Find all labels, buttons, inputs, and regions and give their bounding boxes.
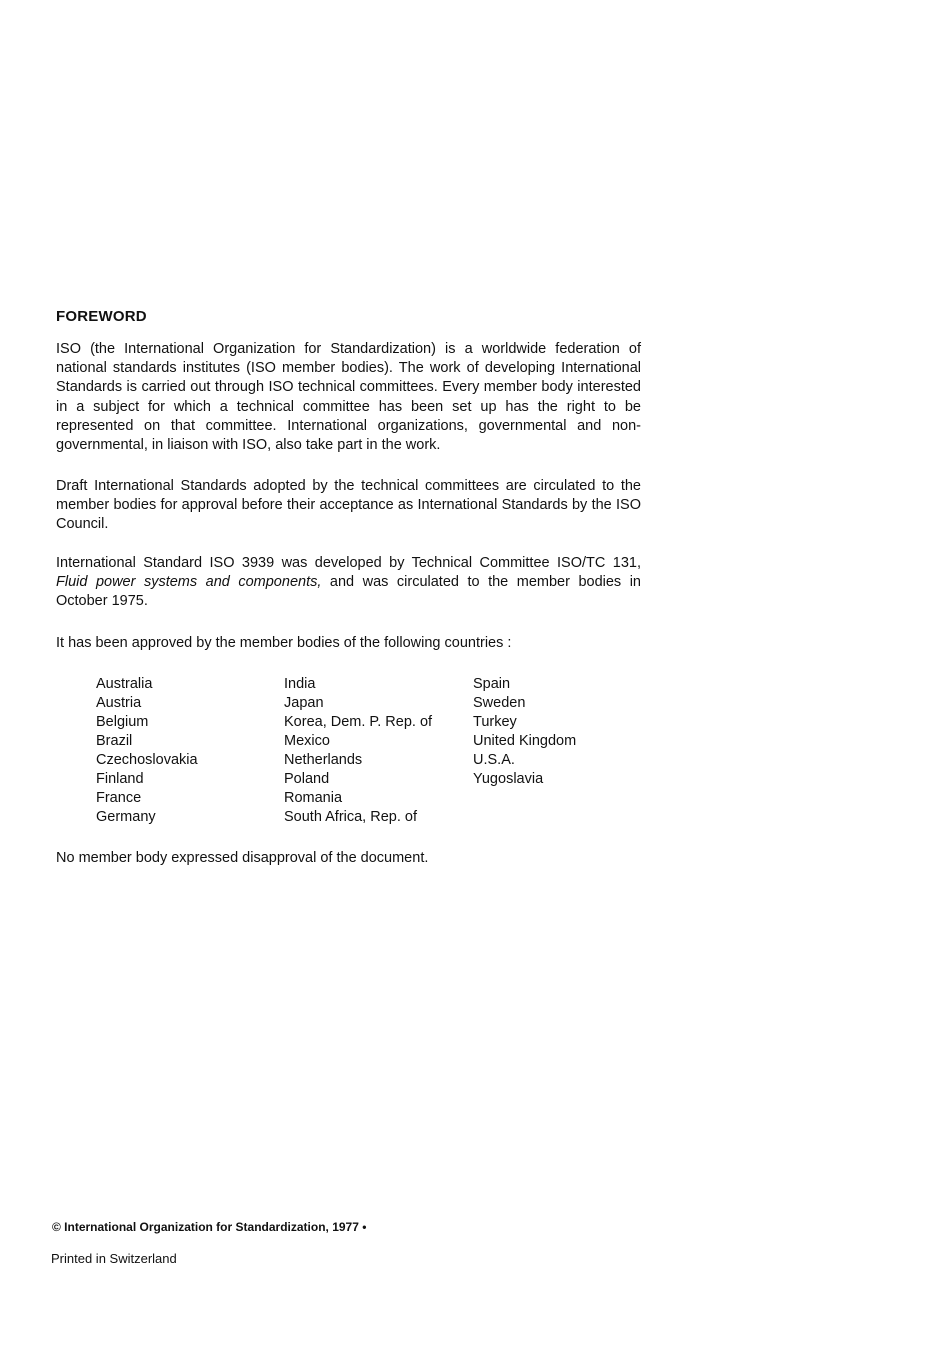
foreword-paragraph-2: Draft International Standards adopted by the technical committees are circulated to the member bodies for approval before their acceptance as International Standards by the ISO Council.	[56, 478, 641, 533]
country-item: France	[96, 790, 142, 806]
country-item: Spain	[473, 676, 511, 692]
country-item: India	[284, 676, 316, 692]
country-column-2	[284, 675, 474, 827]
country-item: South Africa, Rep. of	[284, 809, 417, 825]
country-item: Turkey	[473, 714, 517, 730]
country-item: Austria	[96, 695, 142, 711]
country-column-1	[96, 675, 286, 827]
country-item: U.S.A.	[473, 752, 515, 768]
paragraph-3-text-end: and was circulated to the member bodies in October 1975.	[56, 574, 641, 610]
disapproval-statement: No member body expressed disapproval of the document.	[56, 850, 429, 866]
country-item: Brazil	[96, 733, 133, 749]
country-item: Yugoslavia	[473, 771, 544, 787]
foreword-paragraph-3	[56, 554, 641, 612]
country-item: Poland	[284, 771, 330, 787]
country-item: Finland	[96, 771, 144, 787]
country-item: Netherlands	[284, 752, 363, 768]
foreword-heading: FOREWORD	[56, 308, 147, 325]
country-item: Romania	[284, 790, 343, 806]
country-item: United Kingdom	[473, 733, 577, 749]
copyright-notice: © International Organization for Standardization, 1977 •	[52, 1220, 367, 1234]
country-item: Korea, Dem. P. Rep. of	[284, 714, 433, 730]
country-item: Belgium	[96, 714, 149, 730]
committee-title: Fluid power systems and components,	[56, 574, 322, 591]
country-item: Germany	[96, 809, 156, 825]
approval-statement: It has been approved by the member bodies of the following countries :	[56, 635, 512, 651]
country-item: Sweden	[473, 695, 526, 711]
country-item: Japan	[284, 695, 324, 711]
country-item: Mexico	[284, 733, 330, 749]
printed-location: Printed in Switzerland	[51, 1251, 177, 1266]
country-item: Australia	[96, 676, 153, 692]
country-column-3	[473, 675, 663, 789]
foreword-paragraph-1: ISO (the International Organization for Standardization) is a worldwide federation of national standards institutes (ISO member bodies). The work of developing International Standards is carried out through ISO technical committees. Every member body interested in a subject for which a technical committee has been set up has the right to be represented on that committee. International organizations, governmental and non-governmental, in liaison with ISO, also take part in the work.	[56, 341, 641, 454]
paragraph-3-text-start: International Standard ISO 3939 was developed by Technical Committee ISO/TC 131,	[56, 555, 641, 571]
country-item: Czechoslovakia	[96, 752, 198, 768]
